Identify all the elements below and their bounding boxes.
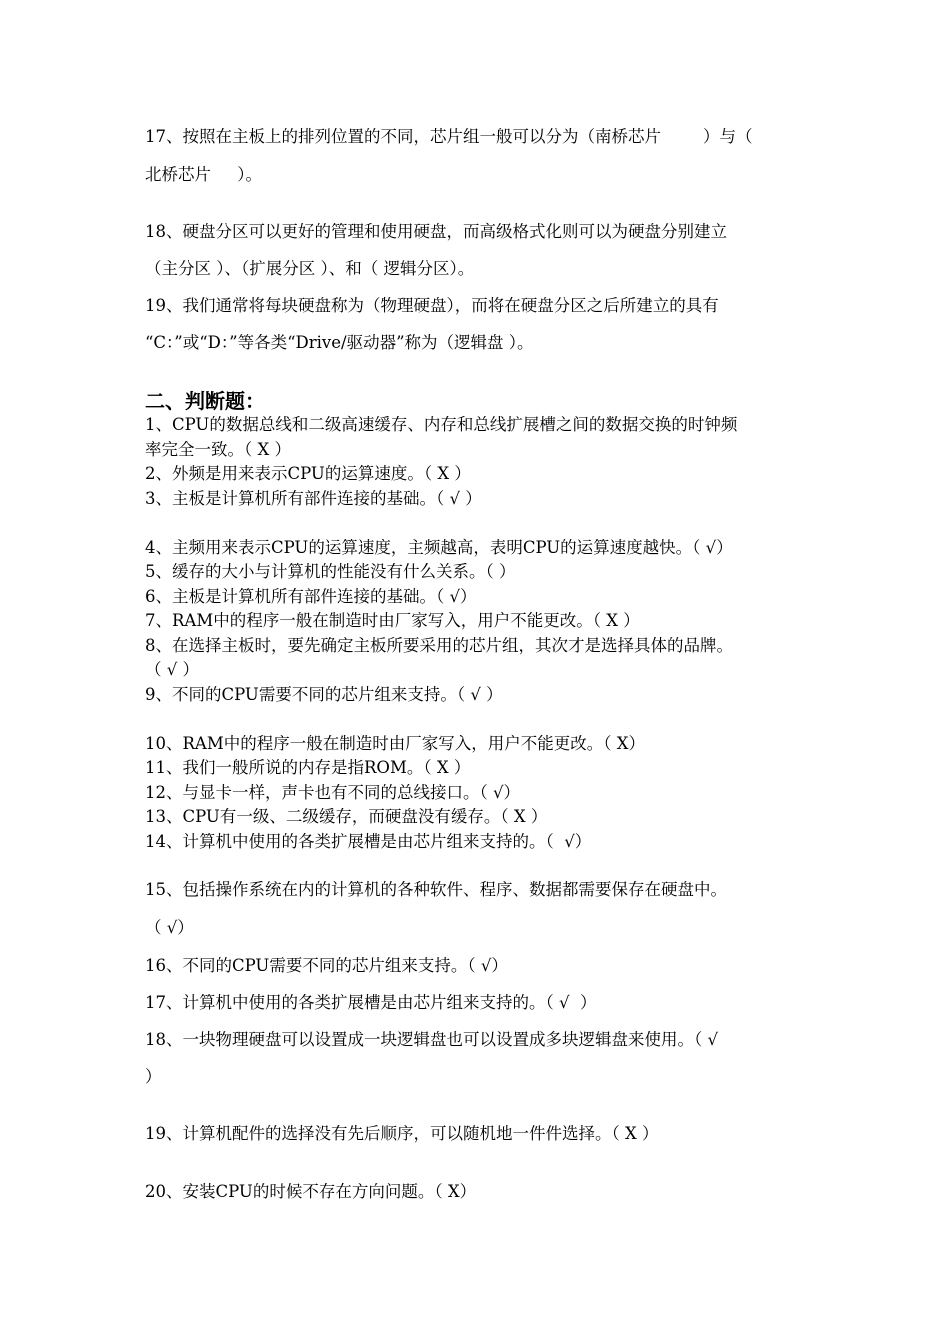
judge-q15-line1: 15、包括操作系统在内的计算机的各种软件、程序、数据都需要保存在硬盘中。 [145, 880, 727, 899]
judge-q19: 19、计算机配件的选择没有先后顺序，可以随机地一件件选择。（ X ） [145, 1124, 659, 1143]
judge-q7: 7、RAM中的程序一般在制造时由厂家写入，用户不能更改。（ X ） [145, 611, 640, 630]
fill-q19-line2: “C：”或“D：”等各类“Drive/驱动器”称为（逻辑盘 ）。 [145, 333, 534, 352]
judge-q11: 11、我们一般所说的内存是指ROM。（ X ） [145, 758, 471, 777]
section-title: 二、判断题： [145, 389, 265, 413]
judge-q8-line1: 8、在选择主板时，要先确定主板所要采用的芯片组，其次才是选择具体的品牌。 [145, 636, 733, 655]
fill-q17-line2: 北桥芯片 ）。 [145, 165, 262, 184]
judge-q5: 5、缓存的大小与计算机的性能没有什么关系。（ ） [145, 562, 516, 581]
fill-q18-line2: （主分区 ）、（扩展分区 ）、和（ 逻辑分区）。 [145, 259, 475, 278]
judge-q15-line2: （ √） [145, 918, 194, 937]
judge-q17: 17、计算机中使用的各类扩展槽是由芯片组来支持的。（ √ ） [145, 993, 597, 1012]
judge-q3: 3、主板是计算机所有部件连接的基础。（ √ ） [145, 489, 482, 508]
judge-q1-line1: 1、CPU的数据总线和二级高速缓存、内存和总线扩展槽之间的数据交换的时钟频 [145, 415, 738, 434]
judge-q18-line2: ） [145, 1067, 162, 1086]
judge-q18-line1: 18、一块物理硬盘可以设置成一块逻辑盘也可以设置成多块逻辑盘来使用。（ √ [145, 1030, 719, 1049]
judge-q10: 10、RAM中的程序一般在制造时由厂家写入，用户不能更改。（ X） [145, 734, 645, 753]
judge-q12: 12、与显卡一样，声卡也有不同的总线接口。（ √） [145, 783, 521, 802]
judge-q8-line2: （ √ ） [145, 660, 200, 679]
judge-q2: 2、外频是用来表示CPU的运算速度。（ X ） [145, 464, 471, 483]
judge-q1-line2: 率完全一致。（ X ） [145, 440, 291, 459]
fill-q18-line1: 18、硬盘分区可以更好的管理和使用硬盘，而高级格式化则可以为硬盘分别建立 [145, 222, 727, 241]
judge-q9: 9、不同的CPU需要不同的芯片组来支持。（ √ ） [145, 685, 503, 704]
fill-q17-line1: 17、按照在主板上的排列位置的不同，芯片组一般可以分为（南桥芯片 ）与（ [145, 127, 753, 146]
judge-q4: 4、主频用来表示CPU的运算速度，主频越高，表明CPU的运算速度越快。（ √） [145, 538, 733, 557]
judge-q16: 16、不同的CPU需要不同的芯片组来支持。（ √） [145, 956, 508, 975]
judge-q14: 14、计算机中使用的各类扩展槽是由芯片组来支持的。（ √） [145, 832, 592, 851]
judge-q6: 6、主板是计算机所有部件连接的基础。（ √） [145, 587, 477, 606]
judge-q20: 20、安装CPU的时候不存在方向问题。（ X） [145, 1182, 477, 1201]
judge-q13: 13、CPU有一级、二级缓存，而硬盘没有缓存。（ X ） [145, 807, 548, 826]
fill-q19-line1: 19、我们通常将每块硬盘称为（物理硬盘），而将在硬盘分区之后所建立的具有 [145, 296, 719, 315]
